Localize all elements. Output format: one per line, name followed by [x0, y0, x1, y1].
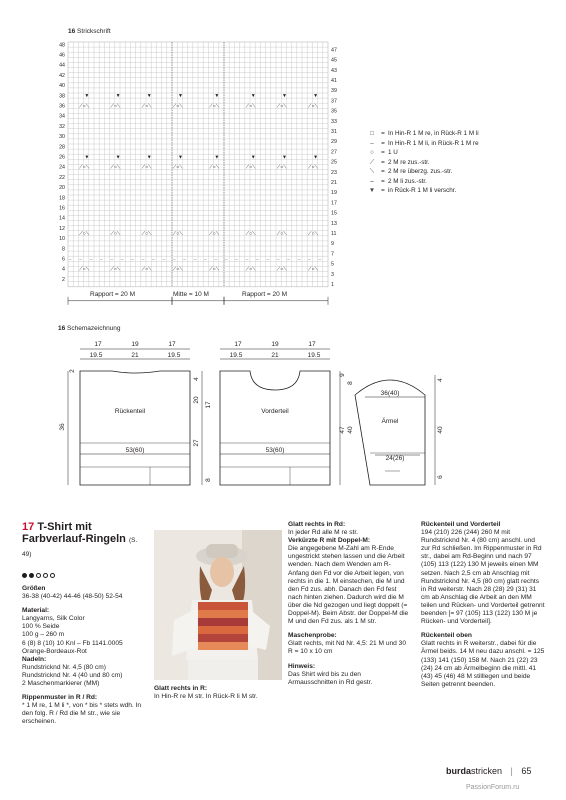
rv-text: 194 (210) 226 (244) 260 M mit Rundstricknd Nr. 4 (80 cm) anschl. und zur Rd schließen. Im Rippenmuster in Rd str., dabei am Rd-Beginn und nach 97 (105) 113 (122) 130 M jeweils einen MM setzen. Nach 2,5 cm ab Anschlag mit Rundstricknd Nr. 4,5 (80 cm) glatt rechts in Rd weiterstr. Nach 28 (28) 29 (31) 31 cm ab Anschlag die Arbeit an den MM teilen und Rücken- und Vorderteil getrennt beenden [= 97 (105) 113 (122) 130 M je Rücken- und Vorderteil]. — [421, 529, 545, 626]
legend-text: 1 U — [388, 149, 398, 156]
purl-symbol: – — [297, 256, 301, 263]
list-line: Orange-Bordeaux-Rot — [22, 647, 87, 655]
decrease-symbol: ⟋○⟍ — [276, 266, 287, 273]
back-width: 53(60) — [125, 447, 145, 454]
decrease-symbol: ⟋○⟍ — [209, 230, 220, 237]
row-numbers-right — [331, 47, 337, 288]
row-number-right: 31 — [331, 129, 337, 136]
decrease-symbol: ⟋○⟍ — [79, 266, 90, 273]
ro-heading: Rückenteil oben — [421, 632, 472, 640]
decrease-symbol: ⟋○⟍ — [307, 230, 319, 237]
purl-symbol: – — [141, 256, 145, 263]
front-top-b1: 19.5 — [229, 352, 243, 359]
legend-equals: = — [381, 130, 385, 137]
groessen-text: 36-38 (40-42) 44-46 (48-50) 52-54 — [22, 593, 123, 601]
row-number-left: 28 — [59, 144, 65, 151]
row-number-right: 33 — [331, 118, 337, 125]
purl-symbol: – — [193, 256, 197, 263]
legend-equals: = — [381, 149, 385, 156]
row-number-right: 25 — [331, 159, 337, 166]
twisted-stitch-symbol: ▼ — [146, 154, 152, 161]
article-number: 17 — [22, 521, 35, 533]
row-number-left: 10 — [59, 236, 65, 243]
legend-row — [366, 177, 479, 187]
rapport-left-label: Rapport = 20 M — [90, 291, 135, 298]
twisted-stitch-symbol: ▼ — [313, 93, 319, 100]
model-photo — [154, 530, 282, 680]
purl-symbol: – — [276, 256, 280, 263]
rapport-markers — [68, 297, 328, 305]
purl-symbol: – — [68, 256, 72, 263]
legend-row — [366, 139, 479, 149]
row-number-left: 34 — [59, 113, 65, 120]
difficulty-dot — [43, 573, 48, 578]
row-number-left: 12 — [59, 225, 65, 232]
article-title-1: T-Shirt mit — [37, 521, 92, 533]
row-number-right: 3 — [331, 271, 334, 278]
decrease-symbol: ⟋○⟍ — [79, 230, 90, 237]
legend-equals: = — [381, 168, 385, 175]
article-column-3 — [288, 521, 410, 687]
article-title-2: Farbverlauf-Ringeln — [22, 533, 126, 545]
list-line: Langyarns, Silk Color — [22, 615, 85, 623]
row-number-left: 16 — [59, 205, 65, 212]
right-dim-5: 8 — [205, 478, 212, 482]
chart-grid — [68, 42, 328, 287]
row-number-left: 8 — [62, 246, 65, 253]
row-number-right: 17 — [331, 200, 337, 207]
row-number-left: 22 — [59, 174, 65, 181]
legend-symbol: ⌣ — [369, 177, 375, 185]
decrease-symbol: ⟋○⟍ — [172, 266, 183, 273]
decrease-symbol: ⟋○⟍ — [245, 103, 256, 110]
list-line: 100 g – 260 m — [22, 631, 65, 639]
purl-symbol: – — [214, 256, 218, 263]
legend-equals: = — [381, 187, 385, 194]
rippen-text: * 1 M re, 1 M li *, von * bis * stets wdh. In den folg. R / Rd die M str., wie sie erscheinen. — [22, 702, 142, 726]
row-number-right: 29 — [331, 139, 337, 146]
difficulty-dot — [29, 573, 34, 578]
knitting-chart — [50, 38, 340, 308]
row-number-left: 38 — [59, 93, 65, 100]
front-width: 53(60) — [265, 447, 285, 454]
front-top-a2: 19 — [271, 341, 279, 348]
groessen-heading: Größen — [22, 585, 46, 592]
back-top-b1: 19.5 — [89, 352, 103, 359]
sleeve-bottom-width: 24(26) — [385, 455, 405, 462]
difficulty-rating — [22, 565, 148, 583]
row-number-right: 35 — [331, 108, 337, 115]
chart-heading: 16 Strickschrift — [68, 28, 111, 35]
purl-symbol: – — [151, 256, 155, 263]
twisted-stitch-symbol: ▼ — [146, 93, 152, 100]
twisted-stitch-symbol: ▼ — [313, 154, 319, 161]
purl-symbol: – — [224, 256, 228, 263]
decrease-symbol: ⟋○⟍ — [245, 266, 256, 273]
decrease-symbol: ⟋○⟍ — [276, 103, 287, 110]
row-number-left: 4 — [62, 266, 65, 273]
verkuerzte-heading: Verkürzte R mit Doppel-M: — [288, 537, 371, 545]
list-line: 6 (8) 8 (10) 10 Knl – Fb 1141.0005 — [22, 639, 123, 647]
legend-symbol: □ — [370, 130, 374, 137]
row-number-left: 26 — [59, 154, 65, 161]
row-number-left: 18 — [59, 195, 65, 202]
right-dim-2: 20 — [193, 396, 200, 404]
row-number-left: 6 — [62, 256, 65, 263]
sleeve-right-1: 4 — [437, 378, 444, 382]
decrease-symbol: ⟋○⟍ — [209, 266, 220, 273]
list-line: 100 % Seide — [22, 623, 60, 631]
glatt-rd-heading: Glatt rechts in Rd: — [288, 521, 346, 528]
row-number-right: 45 — [331, 57, 337, 64]
row-number-right: 7 — [331, 251, 334, 258]
legend-text: In Hin-R 1 M re, in Rück-R 1 M li — [388, 130, 479, 137]
decrease-symbol: ⟋○⟍ — [172, 164, 183, 171]
purl-symbol: – — [235, 256, 238, 263]
row-number-right: 5 — [331, 261, 334, 268]
decrease-symbol: ⟋○⟍ — [110, 230, 121, 237]
legend-equals: = — [381, 177, 385, 185]
purl-symbol: – — [172, 256, 176, 263]
purl-symbol: – — [110, 256, 114, 263]
row-number-left: 48 — [59, 42, 65, 49]
material-heading: Material: — [22, 607, 50, 615]
decrease-symbol: ⟋○⟍ — [79, 103, 90, 110]
article-column-1 — [22, 521, 148, 727]
twisted-stitch-symbol: ▼ — [214, 93, 220, 100]
right-dim-4: 27 — [193, 439, 200, 447]
purl-symbol: – — [318, 256, 322, 263]
rv-heading: Rückenteil und Vorderteil — [421, 521, 501, 528]
row-number-left: 20 — [59, 185, 65, 192]
row-number-right: 9 — [331, 241, 334, 248]
sleeve-left-4: 40 — [347, 426, 354, 434]
list-line: Rundstricknd Nr. 4 (40 und 80 cm) — [22, 671, 123, 679]
legend-equals: = — [381, 139, 385, 147]
purl-symbol: – — [79, 256, 82, 263]
decrease-symbol: ⟋○⟍ — [276, 164, 287, 171]
front-top-a3: 17 — [308, 341, 316, 348]
schema-drawing — [30, 335, 450, 495]
row-number-left: 44 — [59, 62, 65, 69]
legend-equals: = — [381, 158, 385, 166]
decrease-symbol: ⟋○⟍ — [307, 164, 319, 171]
back-shoulder: 2 — [69, 369, 76, 373]
back-top-b3: 19.5 — [167, 352, 181, 359]
twisted-stitch-symbol: ▼ — [250, 93, 256, 100]
decrease-symbol: ⟋○⟍ — [307, 266, 319, 273]
back-top-a2: 19 — [131, 341, 139, 348]
list-line: 2 Maschenmarkierer (MM) — [22, 680, 100, 688]
article-column-4 — [421, 521, 545, 689]
legend-symbol: ⟍ — [369, 168, 375, 175]
legend-symbol: – — [370, 139, 374, 147]
row-number-right: 23 — [331, 169, 337, 176]
front-top-b2: 21 — [271, 352, 279, 359]
decrease-symbol: ⟋○⟍ — [245, 230, 256, 237]
row-numbers-left — [59, 42, 65, 283]
row-number-left: 2 — [62, 276, 65, 283]
rapport-right-label: Rapport = 20 M — [242, 291, 287, 298]
row-number-right: 11 — [331, 231, 337, 238]
decrease-symbol: ⟋○⟍ — [141, 103, 152, 110]
purl-symbol: – — [307, 256, 311, 263]
twisted-stitch-symbol: ▼ — [84, 93, 90, 100]
page-number: 65 — [521, 766, 532, 776]
purl-symbol: – — [131, 256, 134, 263]
difficulty-dot — [50, 573, 55, 578]
row-number-left: 36 — [59, 103, 65, 110]
legend-text: 2 M re überzg. zus.-str. — [388, 168, 453, 175]
front-top-a1: 17 — [234, 341, 242, 348]
row-number-left: 40 — [59, 83, 65, 90]
legend-row — [366, 158, 479, 168]
decrease-symbol: ⟋○⟍ — [276, 230, 287, 237]
purl-symbol: – — [245, 256, 249, 263]
twisted-stitch-symbol: ▼ — [115, 154, 121, 161]
front-top-b3: 19.5 — [307, 352, 321, 359]
row-number-right: 21 — [331, 180, 337, 187]
difficulty-dot — [22, 573, 27, 578]
legend-row — [366, 148, 479, 158]
legend-text: 2 M re zus.-str. — [388, 158, 430, 166]
photo-caption: Glatt rechts in R: In Hin-R re M str. In Rück-R li M str. — [154, 685, 258, 701]
ro-text: Glatt rechts in R weiterstr., dabei für die Ärmel beids. 14 M neu dazu anschl. = 125 (133) 141 (150) 158 M. Nach 21 (22) 23 (24) 24 cm ab Ärmelbeginn die mittl. 41 (43) 45 (46) 48 M stilllegen und beide Seiten getrennt beenden. — [421, 640, 545, 688]
list-line: Rundstricknd Nr. 4,5 (80 cm) — [22, 663, 106, 671]
legend-row — [366, 129, 479, 139]
decrease-symbol: ⟋○⟍ — [110, 103, 121, 110]
purl-symbol: – — [203, 256, 207, 263]
row-number-right: 15 — [331, 210, 337, 217]
photo-illustration — [154, 530, 282, 680]
decrease-symbol: ⟋○⟍ — [172, 103, 183, 110]
decrease-symbol: ⟋○⟍ — [245, 164, 256, 171]
legend-text: in Rück-R 1 M li verschr. — [388, 187, 457, 194]
glatt-rd-text: In jeder Rd alle M re str. — [288, 529, 358, 537]
legend-symbol: ▼ — [368, 187, 376, 194]
maschenprobe-text: Glatt rechts, mit Nd Nr. 4,5: 21 M und 30 R = 10 x 10 cm — [288, 640, 407, 656]
row-number-right: 43 — [331, 67, 337, 74]
difficulty-dot — [36, 573, 41, 578]
sleeve-label: Ärmel — [381, 418, 399, 425]
back-top-a3: 17 — [168, 341, 176, 348]
purl-symbol: – — [287, 256, 290, 263]
back-height: 36 — [59, 423, 66, 431]
legend-text: In Hin-R 1 M li, in Rück-R 1 M re — [388, 139, 479, 147]
back-top-b2: 21 — [131, 352, 139, 359]
row-number-left: 46 — [59, 52, 65, 59]
article-page-ref: (S. 49) — [22, 537, 138, 558]
rippen-heading: Rippenmuster in R / Rd: — [22, 694, 98, 702]
row-number-right: 47 — [331, 47, 337, 54]
legend-symbol: ⟋ — [369, 158, 375, 166]
legend — [366, 129, 479, 196]
purl-symbol: – — [266, 256, 270, 263]
row-number-right: 1 — [331, 282, 334, 289]
twisted-stitch-symbol: ▼ — [177, 93, 183, 100]
front-label: Vorderteil — [261, 408, 289, 415]
purl-symbol: – — [162, 256, 166, 263]
decrease-symbol: ⟋○⟍ — [209, 164, 220, 171]
row-number-left: 24 — [59, 164, 65, 171]
row-number-right: 39 — [331, 88, 337, 95]
front-piece-outline — [220, 371, 330, 485]
decrease-symbol: ⟋○⟍ — [141, 266, 152, 273]
purl-symbol: – — [183, 256, 186, 263]
twisted-stitch-symbol: ▼ — [281, 93, 287, 100]
twisted-stitch-symbol: ▼ — [115, 93, 121, 100]
twisted-stitch-symbol: ▼ — [214, 154, 220, 161]
row-number-right: 27 — [331, 149, 337, 156]
row-number-right: 37 — [331, 98, 337, 105]
decrease-symbol: ⟋○⟍ — [79, 164, 90, 171]
sleeve-left-1: 9 — [339, 373, 346, 377]
twisted-stitch-symbol: ▼ — [84, 154, 90, 161]
row-number-right: 13 — [331, 220, 337, 227]
decrease-symbol: ⟋○⟍ — [172, 230, 183, 237]
right-dim-1: 4 — [193, 377, 200, 381]
purl-symbol: – — [89, 256, 93, 263]
row-number-right: 19 — [331, 190, 337, 197]
back-piece-outline — [80, 371, 190, 485]
sleeve-left-3: 47 — [339, 426, 346, 434]
sleeve-right-3: 6 — [437, 475, 444, 479]
mitte-label: Mitte = 10 M — [173, 291, 209, 298]
decrease-symbol: ⟋○⟍ — [141, 164, 152, 171]
twisted-stitch-symbol: ▼ — [177, 154, 183, 161]
watermark: PassionForum.ru — [466, 784, 520, 791]
decrease-symbol: ⟋○⟍ — [110, 266, 121, 273]
row-number-left: 30 — [59, 134, 65, 141]
back-top-a1: 17 — [94, 341, 102, 348]
nadeln-list — [22, 664, 148, 688]
footer-brand: burdastricken | 65 — [446, 766, 532, 776]
purl-symbol: – — [99, 256, 103, 263]
sleeve-top-width: 36(40) — [380, 390, 400, 397]
twisted-stitch-symbol: ▼ — [250, 154, 256, 161]
legend-text: 2 M li zus.-str. — [388, 177, 427, 185]
material-list — [22, 615, 148, 655]
nadeln-heading: Nadeln: — [22, 655, 47, 663]
back-label: Rückenteil — [114, 408, 146, 415]
verkuerzte-text: Die angegebene M-Zahl am R-Ende ungestrickt stehen lassen und die Arbeit wenden. Nach dem Wenden am R-Anfang den Fd vor die Arbeit legen, von rechts in die 1. M einstechen, die M und den Fd zus. abh. Danach den Fd fest nach hinten ziehen. Dadurch wird die M über die Nd gezogen und liegt doppelt (= Doppel-M). Beim Abstr. der Doppel-M die M und den Fd zus. als 1 M str. — [288, 545, 409, 626]
hinweis-text: Das Shirt wird bis zu den Armausschnitten in Rd gestr. — [288, 670, 373, 686]
sleeve-left-2: 8 — [347, 381, 354, 385]
purl-symbol: – — [255, 256, 259, 263]
legend-symbol: ○ — [370, 149, 374, 156]
schema-heading: 16 Schemazeichnung — [58, 325, 121, 332]
maschenprobe-heading: Maschenprobe: — [288, 632, 337, 640]
row-number-right: 41 — [331, 78, 337, 85]
row-number-left: 42 — [59, 72, 65, 79]
decrease-symbol: ⟋○⟍ — [141, 230, 152, 237]
purl-symbol: – — [120, 256, 124, 263]
legend-row — [366, 186, 479, 196]
decrease-symbol: ⟋○⟍ — [307, 103, 319, 110]
sleeve-right-2: 40 — [437, 426, 444, 434]
decrease-symbol: ⟋○⟍ — [209, 103, 220, 110]
row-number-left: 32 — [59, 123, 65, 130]
right-dim-3: 17 — [205, 401, 212, 409]
decrease-symbol: ⟋○⟍ — [110, 164, 121, 171]
legend-row — [366, 167, 479, 177]
hinweis-heading: Hinweis: — [288, 662, 316, 670]
row-number-left: 14 — [59, 215, 65, 222]
twisted-stitch-symbol: ▼ — [281, 154, 287, 161]
